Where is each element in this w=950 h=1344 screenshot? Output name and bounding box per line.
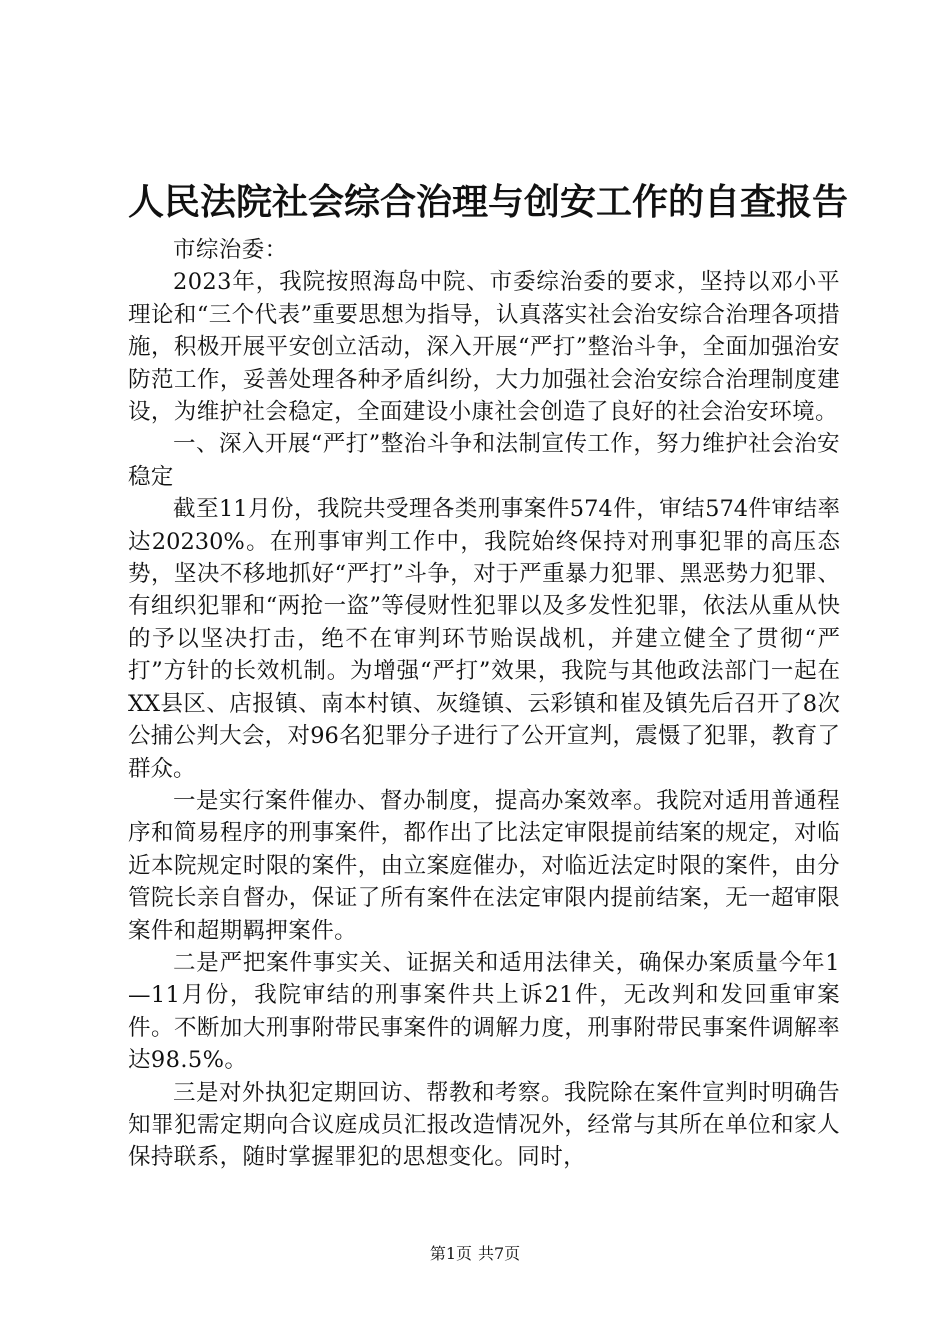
intro-paragraph: 2023年，我院按照海岛中院、市委综治委的要求，坚持以邓小平理论和“三个代表”重要思想为指导，认真落实社会治安综合治理各项措施，积极开展平安创立活动，深入开展“严打”整治斗争，全面加强治安防范工作，妥善处理各种矛盾纠纷，大力加强社会治安综合治理制度建设，为维护社会稳定，全面建设小康社会创造了良好的社会治安环境。 xyxy=(128,269,840,426)
page-footer xyxy=(0,1243,950,1265)
salutation: 市综治委： xyxy=(173,237,288,263)
section-heading-1: 一、深入开展“严打”整治斗争和法制宣传工作，努力维护社会治安稳定 xyxy=(128,431,840,490)
body-paragraph: 二是严把案件事实关、证据关和适用法律关，确保办案质量今年1—11月份，我院审结的刑事案件共上诉21件，无改判和发回重审案件。不断加大刑事附带民事案件的调解力度，刑事附带民事案件调解率达98.5%。 xyxy=(128,949,840,1074)
page-number: 第1页 xyxy=(429,1244,472,1263)
document-body xyxy=(128,234,840,1174)
body-paragraph: 三是对外执犯定期回访、帮教和考察。我院除在案件宣判时明确告知罪犯需定期向合议庭成员汇报改造情况外，经常与其所在单位和家人保持联系，随时掌握罪犯的思想变化。同时， xyxy=(128,1079,840,1171)
body-paragraph: 一是实行案件催办、督办制度，提高办案效率。我院对适用普通程序和简易程序的刑事案件，都作出了比法定审限提前结案的规定，对临近本院规定时限的案件，由立案庭催办，对临近法定时限的案件，由分管院长亲自督办，保证了所有案件在法定审限内提前结案，无一超审限案件和超期羁押案件。 xyxy=(128,787,840,944)
body-paragraph: 截至11月份，我院共受理各类刑事案件574件，审结574件审结率达20230%。在刑事审判工作中，我院始终保持对刑事犯罪的高压态势，坚决不移地抓好“严打”斗争，对于严重暴力犯罪、黑恶势力犯罪、有组织犯罪和“两抢一盗”等侵财性犯罪以及多发性犯罪，依法从重从快的予以坚决打击，绝不在审判环节贻误战机，并建立健全了贯彻“严打”方针的长效机制。为增强“严打”效果，我院与其他政法部门一起在XX县区、店报镇、南本村镇、灰缝镇、云彩镇和崔及镇先后召开了8次公捕公判大会，对96名犯罪分子进行了公开宣判，震慑了犯罪，教育了群众。 xyxy=(128,496,840,782)
document-title: 人民法院社会综合治理与创安工作的自查报告 xyxy=(128,181,849,223)
page-total: 共7页 xyxy=(478,1244,521,1263)
